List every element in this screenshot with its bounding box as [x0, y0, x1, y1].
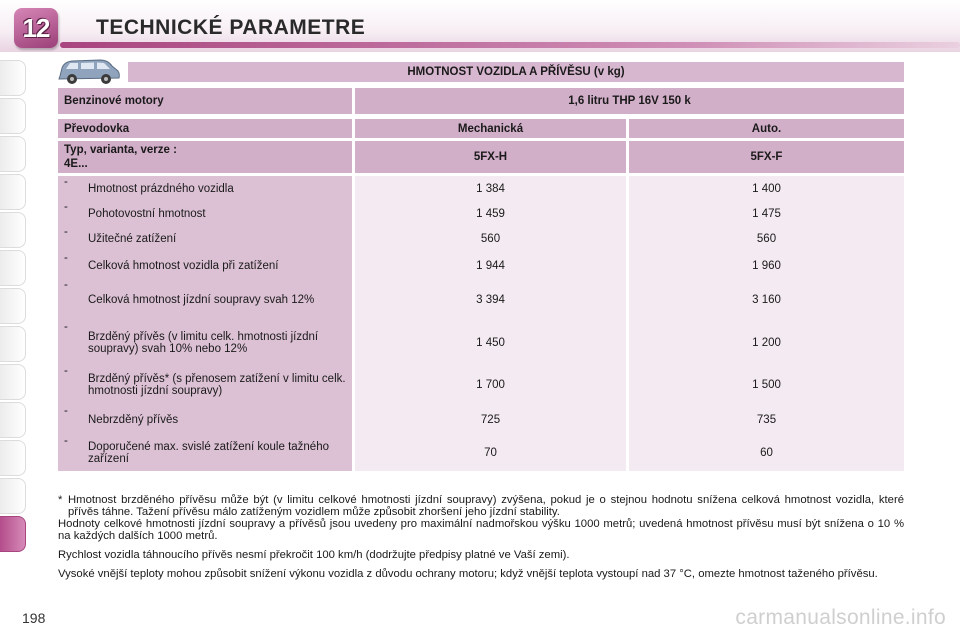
- chapter-tab[interactable]: [0, 402, 26, 438]
- row-value-manual: 3 394: [476, 294, 505, 306]
- chapter-tab[interactable]: [0, 364, 26, 400]
- manual-column: [355, 176, 626, 471]
- table-row-label: [58, 365, 352, 405]
- row-value-manual: 70: [484, 447, 497, 459]
- row-dash: -: [64, 176, 68, 188]
- row-label: Hmotnost prázdného vozidla: [88, 182, 234, 195]
- row-value-auto: 1 400: [752, 182, 781, 195]
- page-title: TECHNICKÉ PARAMETRE: [96, 16, 366, 39]
- notes-section: [58, 494, 904, 587]
- row-label: Pohotovostní hmotnost: [88, 207, 206, 220]
- type-auto: 5FX-F: [629, 141, 904, 173]
- note-paragraph: Vysoké vnější teploty mohou způsobit snížení výkonu vozidla z důvodu ochrany motoru; když vnější teplota vystoupí nad 37 °C, omezte hmotnost taženého přívěsu.: [58, 568, 878, 580]
- row-value-manual: 725: [480, 414, 501, 426]
- row-value-auto: 1 500: [752, 379, 781, 391]
- header-accent-line: [60, 42, 960, 48]
- table-body: [58, 176, 904, 471]
- row-value-manual: 1 384: [476, 182, 505, 195]
- row-dash: -: [64, 365, 68, 377]
- chapter-tab[interactable]: [0, 98, 26, 134]
- table-row-label: [58, 435, 352, 471]
- note-paragraph: Rychlost vozidla táhnoucího přívěs nesmí překročit 100 km/h (dodržujte předpisy platné ve Vaší zemi).: [58, 549, 570, 561]
- footnote-star: *: [58, 494, 63, 506]
- table-row-label: [58, 405, 352, 435]
- chapter-tab[interactable]: [0, 174, 26, 210]
- row-dash: -: [64, 435, 68, 447]
- row-dash: -: [64, 279, 68, 291]
- row-label: Brzděný přívěs* (s přenosem zatížení v limitu celk. hmotnosti jízdní soupravy): [88, 373, 346, 397]
- chapter-tab-active[interactable]: [0, 516, 26, 552]
- row-value-manual: 560: [480, 233, 501, 245]
- row-label: Celková hmotnost vozidla při zatížení: [88, 259, 279, 272]
- row-value-auto: 1 475: [752, 207, 781, 220]
- row-dash: -: [64, 226, 68, 238]
- table-row-label: [58, 176, 352, 201]
- row-label: Užitečné zatížení: [88, 233, 177, 245]
- row-label: Nebrzděný přívěs: [88, 414, 179, 426]
- chapter-tab[interactable]: [0, 288, 26, 324]
- footnote-text: Hmotnost brzděného přívěsu může být (v limitu celkové hmotnosti jízdní soupravy) zvýšena, pokud je o stejnou hodnotu snížena celková hmotnost vozidla, které přívěs táhne. Tažení přívěsu málo zatíženým vozidlem může způsobit zhoršení jeho jízdní stability.: [68, 494, 904, 518]
- table-row-label: [58, 321, 352, 365]
- row-dash: -: [64, 252, 68, 264]
- chapter-tab[interactable]: [0, 478, 26, 514]
- row-label: Brzděný přívěs (v limitu celk. hmotnosti jízdní soupravy) svah 10% nebo 12%: [88, 331, 319, 355]
- watermark: carmanualsonline.info: [735, 606, 946, 629]
- row-value-auto: 3 160: [752, 294, 781, 306]
- engine-value: 1,6 litru THP 16V 150 k: [355, 88, 904, 114]
- table-row-label: [58, 279, 352, 321]
- note-paragraph: Hodnoty celkové hmotnosti jízdní soupravy a přívěsů jsou uvedeny pro maximální nadmořskou výšku 1000 metrů; uvedená hmotnost přívěsu musí být snížena o 10 % na každých dalších 1000 metrů.: [58, 518, 904, 542]
- footnote: [58, 494, 904, 518]
- table-row-label: [58, 226, 352, 252]
- chapter-tab[interactable]: [0, 326, 26, 362]
- label-column: [58, 176, 352, 471]
- row-dash: -: [64, 405, 68, 417]
- type-label-line1: Typ, varianta, verze :: [64, 144, 177, 156]
- gearbox-label: Převodovka: [58, 119, 352, 138]
- chapter-tab[interactable]: [0, 440, 26, 476]
- table-row-label: [58, 201, 352, 226]
- chapter-tab[interactable]: [0, 60, 26, 96]
- type-label: [58, 141, 352, 173]
- gearbox-auto: Auto.: [629, 119, 904, 138]
- engine-label: Benzinové motory: [58, 88, 352, 114]
- chapter-number-badge: 12: [14, 8, 58, 48]
- row-value-manual: 1 459: [476, 207, 505, 220]
- row-value-manual: 1 944: [476, 259, 505, 272]
- row-dash: -: [64, 201, 68, 213]
- row-value-auto: 1 200: [752, 337, 781, 349]
- table-title: HMOTNOST VOZIDLA A PŘÍVĚSU (v kg): [128, 62, 904, 82]
- row-value-manual: 1 700: [476, 379, 505, 391]
- row-value-auto: 735: [756, 414, 777, 426]
- type-manual: 5FX-H: [355, 141, 626, 173]
- gearbox-manual: Mechanická: [355, 119, 626, 138]
- page-number: 198: [22, 610, 46, 626]
- row-value-auto: 1 960: [752, 259, 781, 272]
- row-label: Doporučené max. svislé zatížení koule tažného zařízení: [88, 441, 329, 465]
- row-label: Celková hmotnost jízdní soupravy svah 12%: [88, 294, 315, 306]
- chapter-tab[interactable]: [0, 212, 26, 248]
- row-value-auto: 60: [760, 447, 773, 459]
- row-dash: -: [64, 321, 68, 333]
- chapter-tab[interactable]: [0, 250, 26, 286]
- chapter-tab-strip: [0, 60, 30, 560]
- auto-column: [629, 176, 904, 471]
- type-label-line2: 4E...: [64, 158, 88, 170]
- table-row-label: [58, 252, 352, 279]
- row-value-auto: 560: [756, 233, 777, 245]
- chapter-tab[interactable]: [0, 136, 26, 172]
- weights-table: [58, 62, 904, 471]
- row-value-manual: 1 450: [476, 337, 505, 349]
